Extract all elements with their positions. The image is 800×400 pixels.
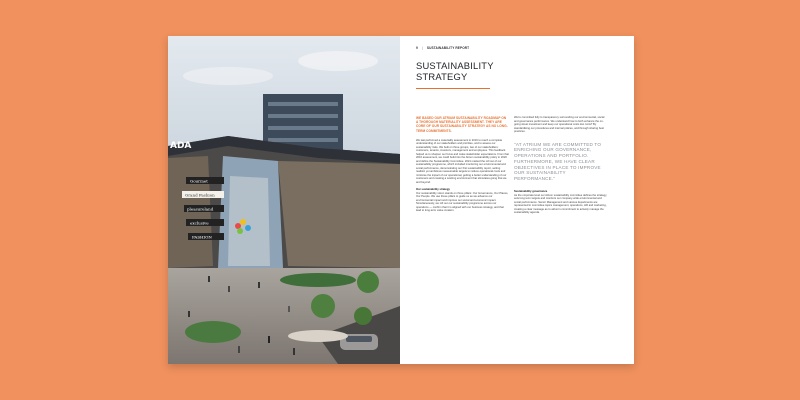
lead-paragraph: WE BASED OUR ATRIUM SUSTAINABILITY ROADMAP ON A THOROUGH MATERIALITY ASSESSMENT. THEY ARE CORE OF OUR SUSTAINABILITY STRATEGY AS NO LONG-TERM COMMITMENTS. bbox=[416, 116, 508, 133]
sign-exclusive: exclusive bbox=[190, 220, 209, 226]
sign-grand-fashion: Grand Fashion bbox=[185, 192, 215, 198]
sign-gourmet: Gourmet bbox=[190, 178, 208, 184]
body-paragraph-1: We last performed a materiality assessment in 2016 to reach a complete understanding of our stakeholders and priorities, and to assess our sustainability risks. We built on three groups, two of our stakeholders: customers, tenants, investors, management and employees. This feedback helped us to sharpen our focus and make stakeholder expectations. From that 2016 assessment, we could build into the Atrium sustainability policy in 2020 and define the Sustainability Committee. 2021 marked the roll out of our sustainability programme, which included monitoring our environmental and social performance, demonstrating our first sustainability report, setting realistic yet ambitious measureable targets to reduce operational costs and minimise the impact of our operational, getting a better understanding of our customers and creating a working environment that stimulates going that we and beyond. bbox=[416, 138, 509, 184]
sign-brand: ADA bbox=[170, 141, 192, 151]
body-paragraph-3: We're committed fully to transparency surrounding our environmental, social and governance performance. We understand how to both enhance the on-going street investment and keep our operational costs low. How? By standardising our procedures and internal polices, and through sharing best practices. bbox=[514, 116, 605, 133]
brochure-spread bbox=[168, 36, 634, 364]
subheading-governance: Sustainability governance bbox=[514, 190, 548, 194]
pull-quote: "AT ATRIUM WE ARE COMMITTED TO ENRICHING OUR GOVERNANCE, OPERATIONS AND PORTFOLIO. FURTHERMORE, WE HAVE CLEAR OBJECTIVES IN PLACE TO IMPROVE OUR SUSTAINABILITY PERFORMANCE." bbox=[514, 141, 602, 182]
subheading-strategy: Our sustainability strategy bbox=[416, 188, 450, 192]
body-paragraph-2: Our sustainability vision stands on three pillars: Our Governance, Our Places, Our People. We use these pillars to guide us as we advance our environmental impact and improve our social and economic impact. Simultaneously, we roll out our sustainability programme across our operations — confirm that it is aligned with our business strategy, and that lead to long-term value creation. bbox=[416, 191, 509, 213]
page-title: SUSTAINABILITY STRATEGY bbox=[416, 60, 494, 82]
running-header bbox=[416, 46, 469, 50]
mall-illustration bbox=[168, 36, 400, 364]
text-column-right bbox=[514, 116, 607, 219]
section-name: SUSTAINABILITY REPORT bbox=[426, 46, 470, 50]
text-page bbox=[400, 36, 634, 364]
mall-rendering-image bbox=[168, 36, 400, 364]
sign-pleasureland: pleasureland bbox=[187, 206, 214, 212]
sign-fashion: FASHION bbox=[192, 234, 212, 240]
page-number: 9 bbox=[416, 46, 418, 50]
header-separator: | bbox=[421, 46, 423, 50]
text-column-left bbox=[416, 116, 509, 217]
body-paragraph-4: As the corporate level our Atrium sustainability committee defines the strategy, sets long term targets and monitors our company-wide environmental and social performance. Senior Management and various departments are represented in committee topics management, operations, HR and marketing, creating a clear message as to atrium's commitment to actively manage the sustainability agenda. bbox=[514, 193, 608, 215]
title-rule bbox=[416, 88, 490, 89]
